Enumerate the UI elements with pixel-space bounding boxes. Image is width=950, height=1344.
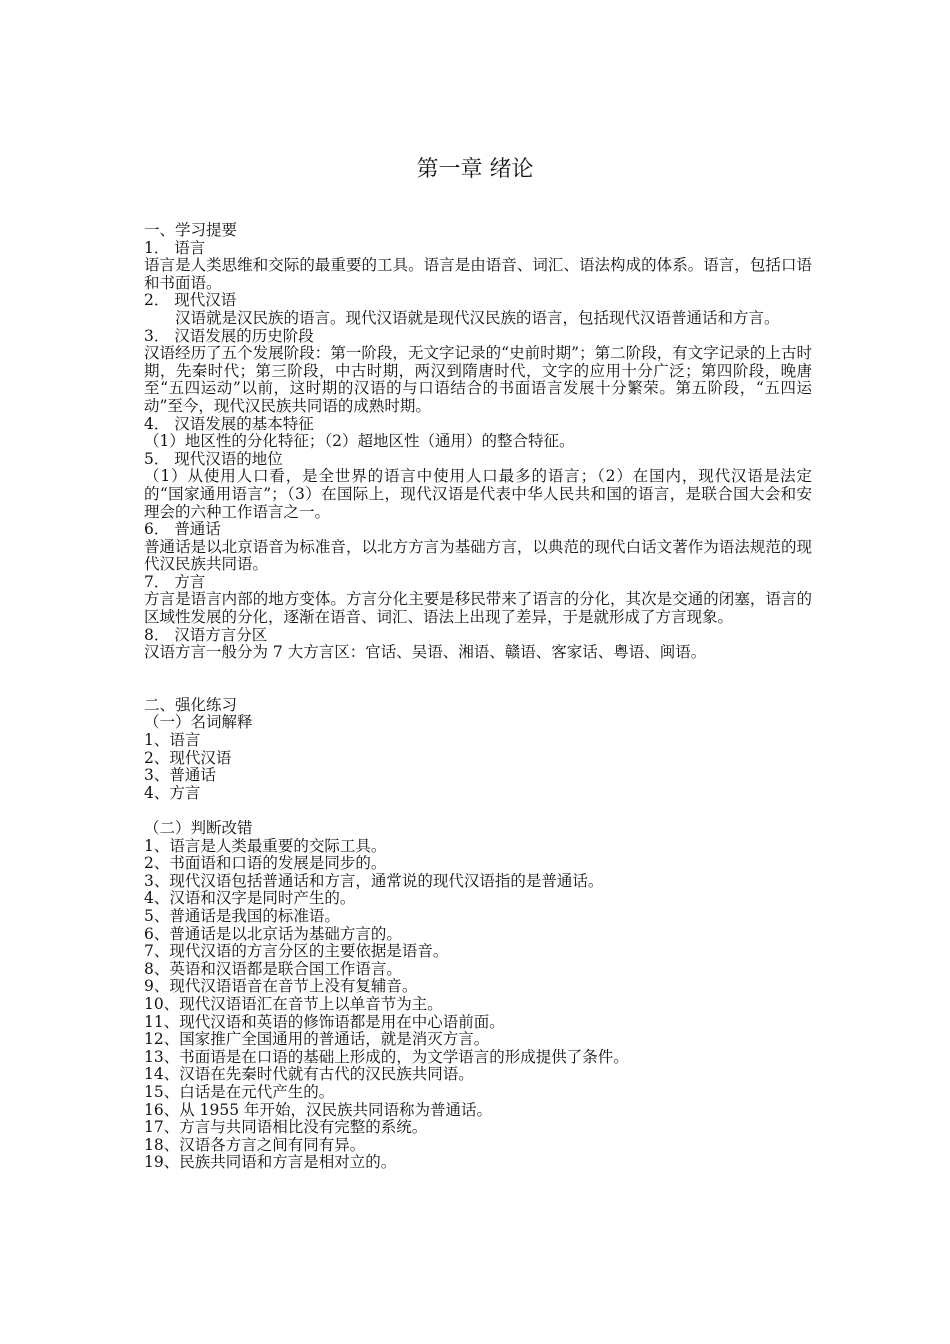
list-item: 5、普通话是我国的标准语。 [144, 906, 340, 925]
section-heading: 一、学习提要 [144, 221, 238, 239]
list-item: 19、民族共同语和方言是相对立的。 [144, 1153, 397, 1172]
item-label: 6． 普通话 [144, 520, 221, 539]
list-item: 3、普通话 [144, 766, 216, 785]
subsection-heading: （一）名词解释 [144, 713, 253, 732]
item-label: 1． 语言 [144, 238, 206, 257]
spacer [144, 662, 812, 697]
list-item: 16、从 1955 年开始，汉民族共同语称为普通话。 [144, 1100, 493, 1119]
list-item: 8、英语和汉语都是联合国工作语言。 [144, 959, 402, 978]
list-item: 3、现代汉语包括普通话和方言，通常说的现代汉语指的是普通话。 [144, 871, 604, 890]
item-label: 7． 方言 [144, 572, 206, 591]
section-heading: 二、强化练习 [144, 695, 238, 714]
list-item: 14、汉语在先秦时代就有古代的汉民族共同语。 [144, 1065, 474, 1084]
item-text: 普通话是以北京语音为标准音，以北方方言为基础方言，以典范的现代白话文著作为语法规范的现代汉民族共同语。 [144, 537, 812, 574]
item-text: 方言是语言内部的地方变体。方言分化主要是移民带来了语言的分化，其次是交通的闭塞，语言的区域性发展的分化，逐渐在语音、词汇、语法上出现了差异，于是就形成了方言现象。 [144, 590, 812, 627]
list-item: 4、方言 [144, 783, 201, 802]
item-text: 汉语经历了五个发展阶段：第一阶段，无文字记录的“史前时期”；第二阶段，有文字记录的上古时期，先秦时代；第三阶段，中古时期，两汉到隋唐时代，文字的应用十分广泛；第四阶段，晚唐至“五四运动”以前，这时期的汉语的与口语结合的书面语言发展十分繁荣。第五阶段，“五四运动”至今，现代汉民族共同语的成熟时期。 [144, 344, 812, 415]
item-label: 8． 汉语方言分区 [144, 625, 268, 644]
document-body [144, 222, 812, 1172]
item-text: （1）从使用人口看，是全世界的语言中使用人口最多的语言；（2）在国内，现代汉语是法定的“国家通用语言”；（3）在国际上，现代汉语是代表中华人民共和国的语言，是联合国大会和安理会的六种工作语言之一。 [144, 467, 812, 521]
list-item: 18、汉语各方言之间有同有异。 [144, 1135, 366, 1154]
item-text: 汉语方言一般分为 7 大方言区：官话、吴语、湘语、赣语、客家话、粤语、闽语。 [144, 643, 707, 662]
list-item: 2、书面语和口语的发展是同步的。 [144, 854, 387, 873]
list-item: 1、语言 [144, 731, 201, 750]
list-item: 12、国家推广全国通用的普通话，就是消灭方言。 [144, 1030, 490, 1049]
list-item: 9、现代汉语语音在音节上没有复辅音。 [144, 977, 418, 996]
subsection-heading: （二）判断改错 [144, 819, 253, 837]
item-label: 2． 现代汉语 [144, 291, 237, 310]
item-label: 4． 汉语发展的基本特征 [144, 414, 314, 433]
list-item: 2、现代汉语 [144, 748, 232, 767]
list-item: 17、方言与共同语相比没有完整的系统。 [144, 1118, 428, 1137]
spacer [144, 802, 812, 820]
list-item: 7、现代汉语的方言分区的主要依据是语音。 [144, 942, 449, 961]
list-item: 6、普通话是以北京话为基础方言的。 [144, 924, 402, 943]
list-item: 15、白话是在元代产生的。 [144, 1082, 335, 1101]
chapter-title: 第一章 绪论 [416, 157, 534, 182]
item-text: （1）地区性的分化特征；（2）超地区性（通用）的整合特征。 [144, 432, 575, 451]
list-item: 10、现代汉语语汇在音节上以单音节为主。 [144, 994, 443, 1013]
item-text: 语言是人类思维和交际的最重要的工具。语言是由语音、词汇、语法构成的体系。语言，包括口语和书面语。 [144, 256, 812, 292]
list-item: 13、书面语是在口语的基础上形成的，为文学语言的形成提供了条件。 [144, 1047, 629, 1066]
item-label: 3． 汉语发展的历史阶段 [144, 326, 314, 345]
list-item: 11、现代汉语和英语的修饰语都是用在中心语前面。 [144, 1012, 505, 1031]
item-label: 5． 现代汉语的地位 [144, 449, 283, 468]
list-item: 4、汉语和汉字是同时产生的。 [144, 889, 356, 908]
list-item: 1、语言是人类最重要的交际工具。 [144, 836, 387, 855]
item-text: 汉语就是汉民族的语言。现代汉语就是现代汉民族的语言，包括现代汉语普通话和方言。 [175, 308, 780, 327]
